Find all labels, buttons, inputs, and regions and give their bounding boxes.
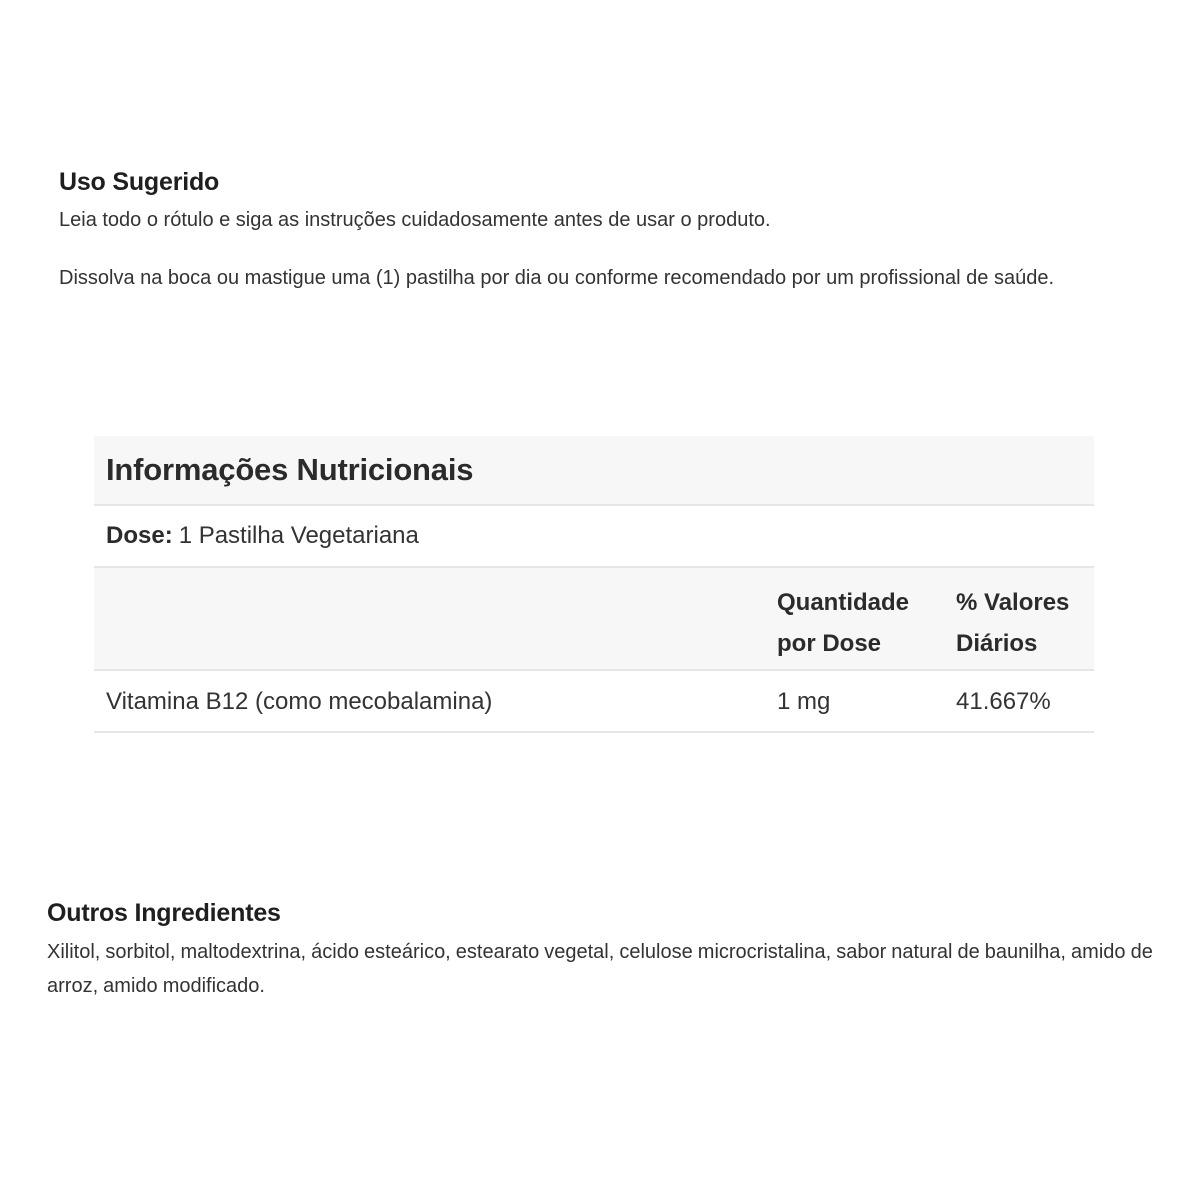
- suggested-use-section: [59, 166, 1189, 292]
- column-header-quantity-line1: Quantidade: [777, 589, 910, 616]
- column-header-quantity-line2: por Dose: [777, 630, 882, 657]
- column-header-daily-value-line2: Diários: [956, 630, 1038, 657]
- suggested-use-instructions: Leia todo o rótulo e siga as instruções cuidadosamente antes de usar o produto.: [59, 209, 771, 231]
- nutrient-daily-value: 41.667%: [956, 688, 1051, 715]
- column-header-daily-value: [956, 582, 1096, 664]
- nutrition-facts-title: Informações Nutricionais: [106, 452, 474, 487]
- serving-size-row: [94, 506, 1094, 568]
- nutrition-facts-panel: [94, 436, 1094, 733]
- nutrient-name: Vitamina B12 (como mecobalamina): [106, 688, 493, 715]
- other-ingredients-section: [47, 897, 1197, 1003]
- other-ingredients-list: Xilitol, sorbitol, maltodextrina, ácido esteárico, estearato vegetal, celulose microcristalina, sabor natural de baunilha, amido de arroz, amido modificado.: [47, 941, 1153, 997]
- nutrition-facts-header: [94, 436, 1094, 506]
- other-ingredients-title: Outros Ingredientes: [47, 899, 281, 927]
- suggested-use-dosage: Dissolva na boca ou mastigue uma (1) pastilha por dia ou conforme recomendado por um profissional de saúde.: [59, 267, 1054, 289]
- serving-size-label: Dose:: [106, 522, 173, 549]
- serving-size-value: 1 Pastilha Vegetariana: [178, 522, 419, 549]
- nutrient-quantity: 1 mg: [777, 688, 831, 715]
- nutrition-table-header: [94, 568, 1094, 671]
- column-header-daily-value-line1: % Valores: [956, 589, 1070, 616]
- table-row: [94, 671, 1094, 733]
- suggested-use-title: Uso Sugerido: [59, 168, 220, 196]
- column-header-quantity: [777, 582, 937, 664]
